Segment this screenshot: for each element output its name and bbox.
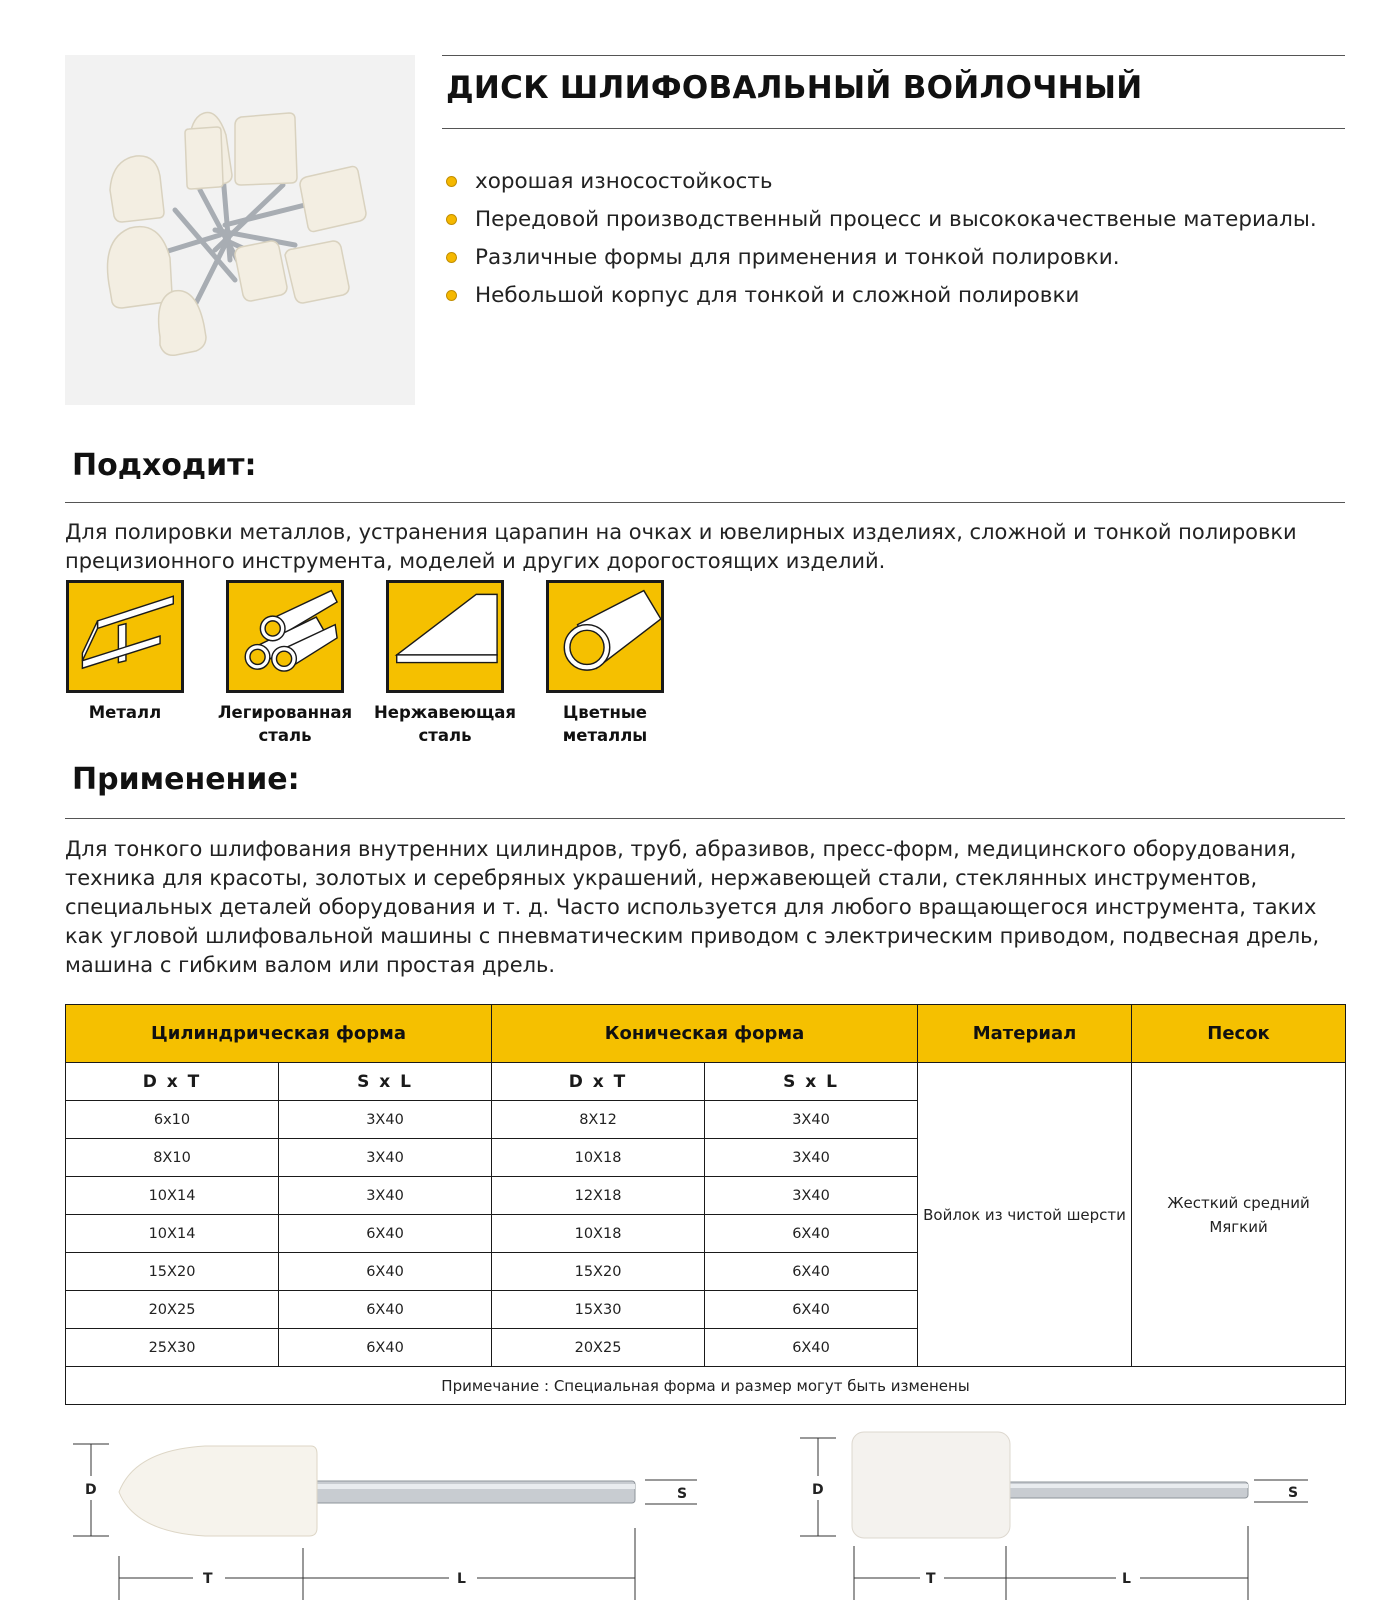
table-cell: 6X40 <box>705 1253 918 1291</box>
table-cell: 3X40 <box>279 1177 492 1215</box>
table-cell: 15X20 <box>66 1253 279 1291</box>
feature-item <box>446 162 1317 200</box>
material-label: Легированная сталь <box>217 703 353 745</box>
dim-label-l: L <box>457 1571 466 1587</box>
felt-bobs-image <box>65 55 415 405</box>
subheader-cyl-dxt: D x T <box>66 1063 279 1101</box>
table-cell: 6X40 <box>705 1291 918 1329</box>
material-cell: Войлок из чистой шерсти <box>918 1063 1132 1367</box>
subheader-con-dxt: D x T <box>492 1063 705 1101</box>
material-label: Металл <box>88 703 162 722</box>
table-cell: 20X25 <box>492 1329 705 1367</box>
material-card-alloy-steel <box>205 580 365 747</box>
product-photo <box>65 55 415 405</box>
table-cell: 3X40 <box>705 1101 918 1139</box>
table-cell: 6X40 <box>279 1329 492 1367</box>
grit-cell: Жесткий средний Мягкий <box>1132 1063 1346 1367</box>
conical-felt-image <box>119 1446 317 1536</box>
bullet-icon <box>446 252 457 263</box>
table-cell: 15X30 <box>492 1291 705 1329</box>
table-cell: 15X20 <box>492 1253 705 1291</box>
table-cell: 3X40 <box>279 1101 492 1139</box>
subheader-cyl-sxl: S x L <box>279 1063 492 1101</box>
bullet-icon <box>446 290 457 301</box>
subheader-con-sxl: S x L <box>705 1063 918 1101</box>
suitable-heading: Подходит: <box>72 448 257 483</box>
material-card-metal <box>45 580 205 724</box>
table-cell: 8X12 <box>492 1101 705 1139</box>
pipes-bundle-icon <box>226 580 344 693</box>
drawing-conical <box>65 1428 715 1600</box>
material-card-stainless-steel <box>365 580 525 747</box>
feature-text: Небольшой корпус для тонкой и сложной полировки <box>475 282 1080 308</box>
feature-text: Передовой производственный процесс и высококачественые материалы. <box>475 206 1317 232</box>
dim-label-l: L <box>1122 1571 1131 1587</box>
table-cell: 20X25 <box>66 1291 279 1329</box>
table-cell: 3X40 <box>705 1177 918 1215</box>
table-cell: 6X40 <box>705 1215 918 1253</box>
feature-list <box>446 162 1317 314</box>
product-title: ДИСК ШЛИФОВАЛЬНЫЙ ВОЙЛОЧНЫЙ <box>446 70 1143 106</box>
table-cell: 10X18 <box>492 1139 705 1177</box>
title-rule-top <box>442 55 1345 56</box>
dim-label-d: D <box>812 1482 824 1498</box>
header-material: Материал <box>918 1005 1132 1063</box>
tube-icon <box>546 580 664 693</box>
feature-text: Различные формы для применения и тонкой полировки. <box>475 244 1120 270</box>
feature-item <box>446 238 1317 276</box>
table-cell: 6X40 <box>279 1253 492 1291</box>
dim-label-d: D <box>85 1482 97 1498</box>
drawing-cylindrical <box>800 1428 1320 1600</box>
table-cell: 6X40 <box>279 1291 492 1329</box>
feature-item <box>446 276 1317 314</box>
dim-label-t: T <box>203 1571 213 1587</box>
header-conical: Коническая форма <box>492 1005 918 1063</box>
table-cell: 3X40 <box>705 1139 918 1177</box>
table-cell: 10X14 <box>66 1177 279 1215</box>
material-label: Нержавеющая сталь <box>373 703 516 745</box>
table-note: Примечание : Специальная форма и размер могут быть изменены <box>66 1367 1346 1405</box>
title-rule-bottom <box>442 128 1345 129</box>
dim-label-s: S <box>677 1486 688 1502</box>
table-cell: 6X40 <box>279 1215 492 1253</box>
cylindrical-felt-image <box>852 1432 1010 1538</box>
table-cell: 10X18 <box>492 1215 705 1253</box>
header-cylindrical: Цилиндрическая форма <box>66 1005 492 1063</box>
table-cell: 6x10 <box>66 1101 279 1139</box>
bullet-icon <box>446 176 457 187</box>
suitable-text: Для полировки металлов, устранения царапин на очках и ювелирных изделиях, сложной и тонкой полировки прецизионного инструмента, моделей и других дорогостоящих изделий. <box>65 520 1297 573</box>
table-cell: 10X14 <box>66 1215 279 1253</box>
dim-label-t: T <box>926 1571 936 1587</box>
dim-label-s: S <box>1288 1485 1299 1501</box>
steel-sheet-icon <box>386 580 504 693</box>
application-heading: Применение: <box>72 762 300 797</box>
table-cell: 25X30 <box>66 1329 279 1367</box>
header-grit: Песок <box>1132 1005 1346 1063</box>
table-cell: 12X18 <box>492 1177 705 1215</box>
i-beam-icon <box>66 580 184 693</box>
spec-table <box>65 1004 1346 1405</box>
application-rule <box>65 818 1345 819</box>
feature-text: хорошая износостойкость <box>475 168 773 194</box>
application-text: Для тонкого шлифования внутренних цилиндров, труб, абразивов, пресс-форм, медицинского оборудования, техника для красоты, золотых и серебряных украшений, нержавеющей стали, стеклянных инструментов, специальных деталей оборудования и т. д. Часто используется для любого вращающегося инструмента, таких как угловой шлифовальной машины с пневматическим приводом с электрическим приводом, подвесная дрель, машина с гибким валом или простая дрель. <box>65 837 1320 977</box>
table-cell: 6X40 <box>705 1329 918 1367</box>
table-cell: 3X40 <box>279 1139 492 1177</box>
table-cell: 8X10 <box>66 1139 279 1177</box>
feature-item <box>446 200 1317 238</box>
material-card-non-ferrous <box>525 580 685 747</box>
suitable-rule <box>65 502 1345 503</box>
material-label: Цветные металлы <box>562 703 648 745</box>
bullet-icon <box>446 214 457 225</box>
